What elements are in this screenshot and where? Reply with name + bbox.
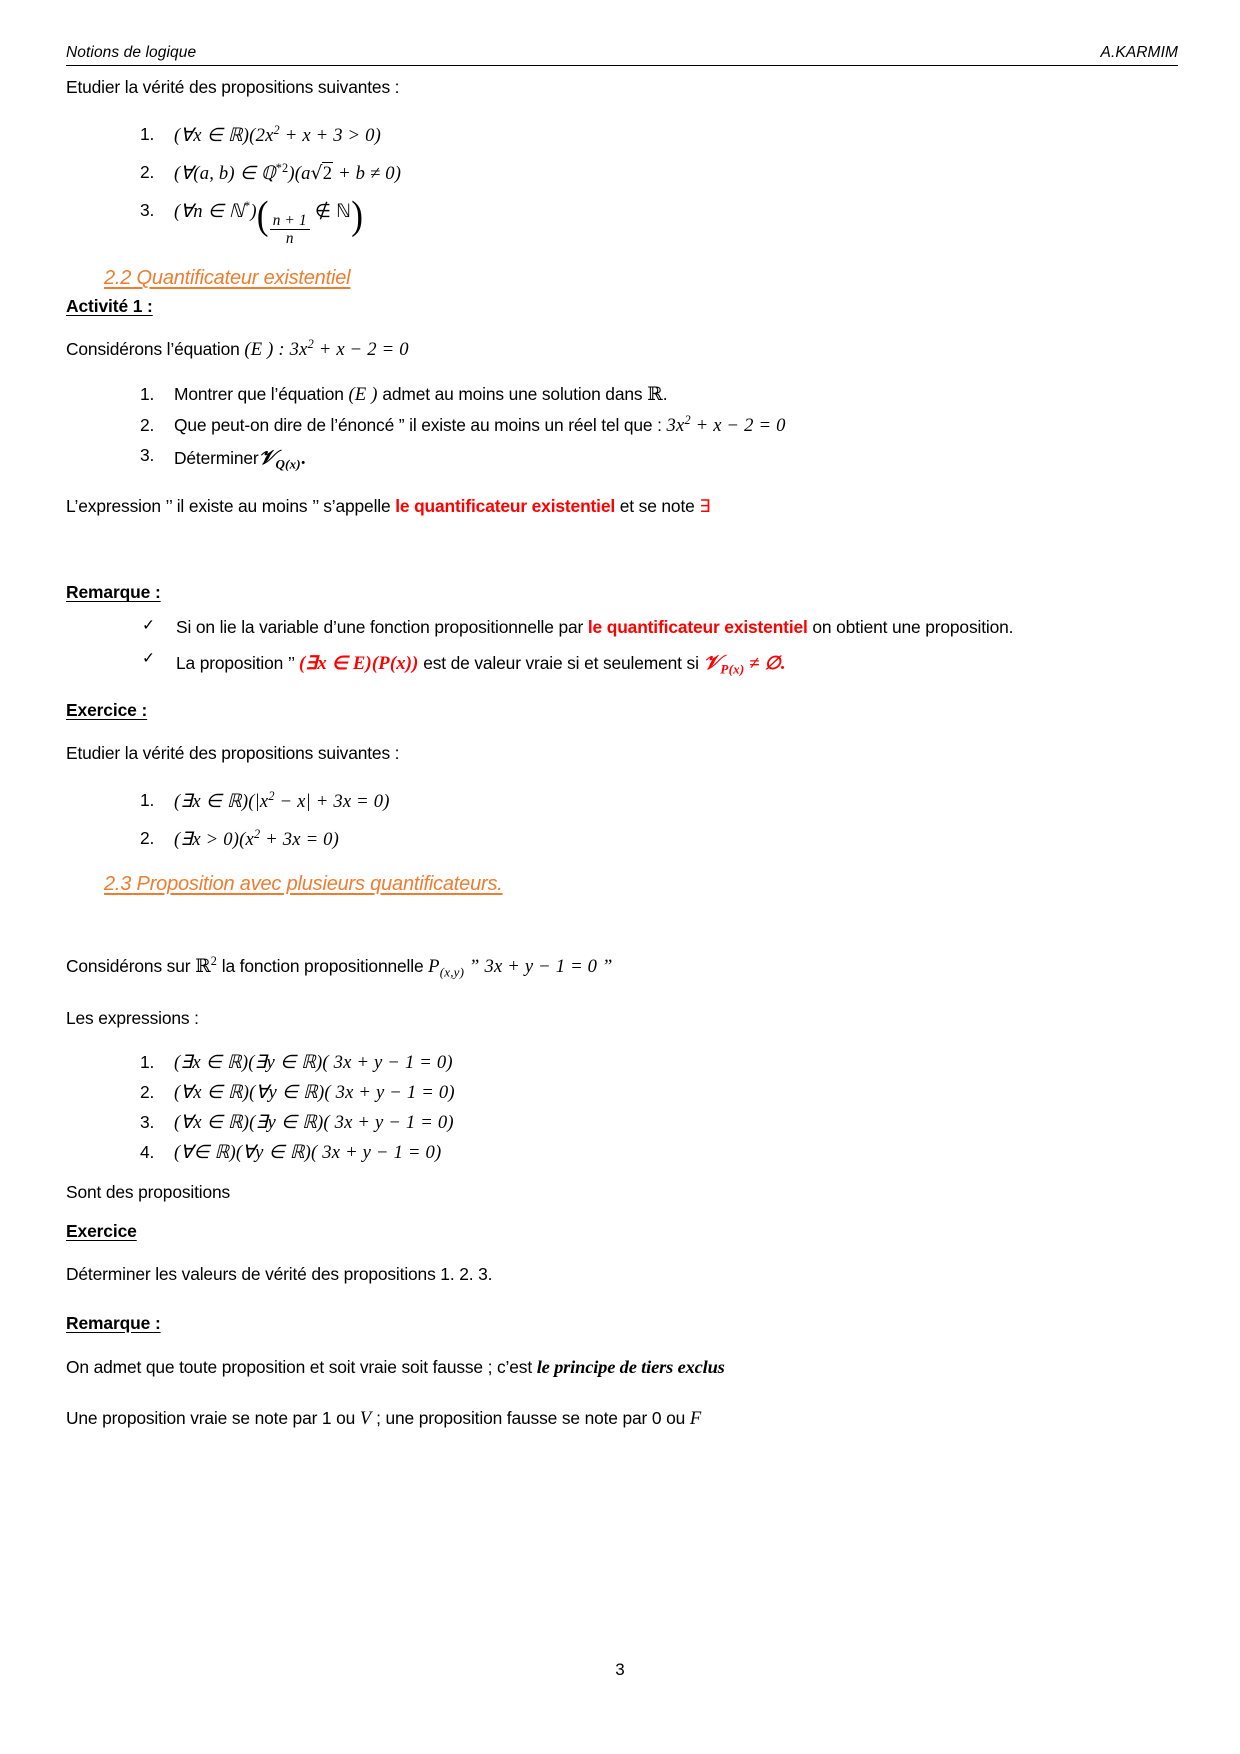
notation-vraie-fausse-paragraph: Une proposition vraie se note par 1 ou V ; une proposition fausse se note par 0 ou F [66, 1408, 702, 1430]
exercice-label-2: Exercice [66, 1221, 137, 1242]
math-expression-1: (∀x ∈ $ℝ)(2x^2 + x + 3 > 0)$ [174, 122, 382, 146]
activite-label: Activité 1 : [66, 296, 153, 316]
section-heading-23: 2.3 Proposition avec plusieurs quantificateurs. [104, 873, 503, 896]
activite-question-list [66, 380, 1178, 473]
math-exists-proposition: (∃x ∈ E)(P(x)) [298, 653, 419, 675]
list-item [140, 821, 1178, 859]
spacer [66, 369, 1178, 380]
header-title-left: Notions de logique [66, 44, 197, 61]
math-quant-1: (∃x ∈ ℝ)(∃y ∈ ℝ)( 3x + y − 1 = 0) [174, 1052, 453, 1074]
math-expression-exists-1: (∃x ∈ $ℝ)(|x^2 - x| + 3x = 0)$ [174, 789, 390, 813]
exists-proposition-list [66, 783, 1178, 859]
math-expression-3: (∀n ∈ ℕ*)( $\frac{n + 1}{n}$ ∉ ℕ) [174, 193, 364, 247]
list-item [140, 1048, 1178, 1078]
list-item [140, 117, 1178, 155]
page-header [66, 44, 1178, 66]
remarque-bullet-list [66, 614, 1178, 678]
list-item: ✓ La proposition ’’ (∃x ∈ E)(P(x)) est de valeur vraie si et seulement si 𝒱$_{P(x)}$ ≠ ∅. [142, 649, 786, 677]
emphasis-existential-quantifier: le quantificateur existentiel [395, 495, 616, 516]
exercice-label-1: Exercice : [66, 700, 148, 721]
spacer [66, 1293, 1178, 1313]
list-item [140, 1108, 1178, 1138]
section-heading-22-wrapper [66, 267, 1178, 290]
spacer [66, 772, 1178, 783]
spacer [66, 1210, 1178, 1221]
checkmark-icon: ✓ [142, 649, 155, 668]
determiner-valeurs-paragraph: Déterminer les valeurs de vérité des propositions 1. 2. 3. [66, 1264, 493, 1285]
les-expressions-paragraph: Les expressions : [66, 1008, 199, 1029]
spacer [66, 1386, 1178, 1406]
remarque-label-1: Remarque : [66, 582, 161, 603]
principe-tiers-exclus-emphasis: le principe de tiers exclus [536, 1356, 725, 1377]
considerons-sur-paragraph: Considérons sur ℝ$^2$ la fonction propositionnelle $P_{(x,y)}$ ” 3x + y − 1 = 0 ” [66, 953, 613, 980]
exercice-label-1-wrapper [66, 700, 1178, 721]
remarque-label-1-wrapper [66, 582, 1178, 603]
math-expression-exists-2: (∃x > $0)(x^2 + 3x = 0)$ [174, 826, 340, 851]
intro-paragraph: Etudier la vérité des propositions suivantes : [66, 77, 400, 97]
exercice-label-2-wrapper [66, 1221, 1178, 1242]
spacer [66, 106, 1178, 117]
checkmark-icon: ✓ [142, 616, 155, 635]
considerons-equation-paragraph: Considérons l’équation (E ) : $3x^2 + x - 2 = 0$ [66, 336, 409, 360]
spacer [66, 1037, 1178, 1048]
multi-quantifier-list [66, 1048, 1178, 1168]
exists-symbol: ∃ [699, 495, 711, 516]
list-item [140, 193, 1178, 247]
spacer [66, 603, 1178, 614]
emphasis-existential-quantifier: le quantificateur existentiel [587, 617, 808, 638]
math-quant-3: (∀x ∈ ℝ)(∃y ∈ ℝ)( 3x + y − 1 = 0) [174, 1112, 454, 1134]
forall-proposition-list [66, 117, 1178, 247]
spacer [66, 1169, 1178, 1180]
header-author-right: A.KARMIM [1100, 44, 1178, 61]
spacer [66, 247, 1178, 267]
activite-label-wrapper [66, 296, 1178, 317]
spacer [66, 474, 1178, 494]
math-truth-set: 𝒱$_{P(x)}$ ≠ ∅. [703, 650, 786, 677]
spacer [66, 524, 1178, 582]
spacer [66, 317, 1178, 337]
list-item: Que peut-on dire de l’énoncé ” il existe au moins un réel tel que : $3x^2 + x - 2 = 0$ [174, 412, 786, 436]
math-quant-4: (∀∈ ℝ)(∀y ∈ ℝ)( 3x + y − 1 = 0) [174, 1142, 442, 1164]
list-item: Déterminer𝒱$_{Q(x)}$. [174, 444, 306, 472]
spacer [66, 1334, 1178, 1354]
section-heading-23-wrapper [66, 873, 1178, 896]
list-item: Montrer que l’équation (E ) admet au moins une solution dans ℝ. [174, 384, 668, 406]
list-item [140, 155, 1178, 193]
remarque-label-2-wrapper [66, 1313, 1178, 1334]
list-item [140, 783, 1178, 821]
page-number: 3 [615, 1660, 625, 1679]
math-expression-2: (∀(a, b) ∈ ℚ$^{*2}$)(a√2 + b ≠ 0) [174, 160, 402, 184]
remarque-label-2: Remarque : [66, 1312, 161, 1333]
list-item [140, 1078, 1178, 1108]
principe-tiers-exclus-paragraph: On admet que toute proposition et soit vraie soit fausse ; c’est le principe de tiers exclus [66, 1356, 725, 1377]
expression-definition-paragraph: L’expression ’’ il existe au moins ’’ s’appelle le quantificateur existentiel et se note ∃ [66, 495, 711, 516]
spacer [66, 1242, 1178, 1262]
sont-des-propositions-paragraph: Sont des propositions [66, 1181, 231, 1202]
section-heading-22: 2.2 Quantificateur existentiel [104, 267, 351, 289]
spacer [66, 680, 1178, 700]
spacer [66, 986, 1178, 1006]
spacer [66, 896, 1178, 930]
list-item: ✓ Si on lie la variable d’une fonction propositionnelle par le quantificateur existentiel on obtient une proposition. [142, 616, 1014, 638]
exercice-intro-paragraph: Etudier la vérité des propositions suivantes : [66, 743, 400, 764]
math-quant-2: (∀x ∈ ℝ)(∀y ∈ ℝ)( 3x + y − 1 = 0) [174, 1082, 455, 1104]
spacer [66, 721, 1178, 741]
list-item [140, 1138, 1178, 1168]
